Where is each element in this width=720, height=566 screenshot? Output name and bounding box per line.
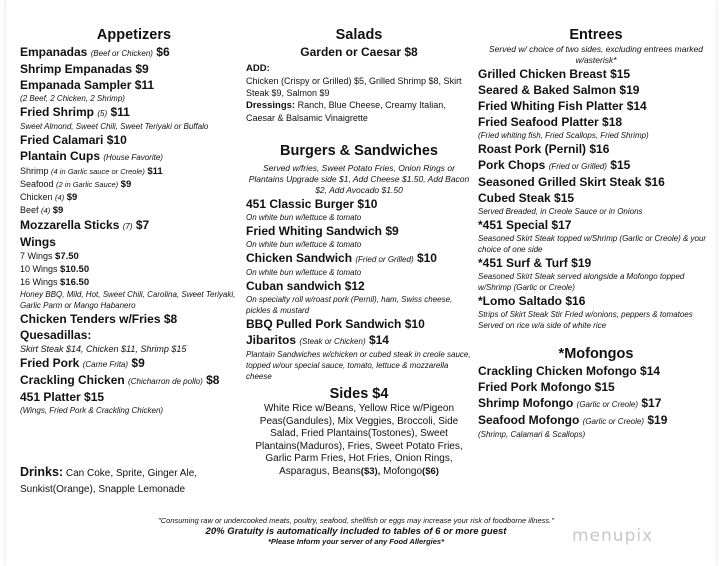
item-name: Fried Pork Mofongo bbox=[478, 380, 592, 394]
item-price: $15 bbox=[610, 158, 631, 172]
burgers-description: Served w/fries, Sweet Potato Fries, Onion Rings or Plantains Upgrade side $1, Add Cheese $1.50, Add Bacon $2, Add Avocado $1.50 bbox=[248, 163, 470, 195]
menu-item bbox=[478, 294, 714, 309]
item-name: 451 Platter bbox=[20, 390, 81, 404]
item-price: $10 bbox=[416, 251, 437, 265]
add-label: ADD: bbox=[246, 63, 270, 74]
menu-item bbox=[478, 115, 714, 130]
gratuity-note: 20% Gratuity is automatically included to tables of 6 or more guest bbox=[205, 526, 507, 537]
item-price: $16 bbox=[565, 294, 586, 308]
item-note: (Garlic or Creole) bbox=[576, 400, 639, 409]
item-name: Shrimp Mofongo bbox=[478, 396, 574, 410]
item-price: $16 bbox=[589, 142, 610, 156]
menu-option bbox=[20, 178, 248, 191]
item-name: *Lomo Saltado bbox=[478, 294, 563, 308]
option-name: 10 Wings bbox=[20, 264, 58, 274]
item-name: Empanadas bbox=[20, 45, 88, 59]
menu-item bbox=[20, 105, 248, 121]
menu-item bbox=[20, 78, 248, 93]
item-name: Grilled Chicken Breast bbox=[478, 67, 607, 81]
allergy-note: *Please Inform your server of any Food Allergies* bbox=[267, 537, 445, 546]
item-description: Seasoned Skirt Steak served alongside a Mofongo topped w/Shrimp (Garlic or Creole) bbox=[478, 272, 685, 292]
menu-item bbox=[246, 251, 472, 267]
item-price: $14 bbox=[626, 99, 647, 113]
option-price: $16.50 bbox=[60, 277, 90, 288]
menu-item bbox=[20, 62, 248, 77]
food-warning: "Consuming raw or undercooked meats, poultry, seafood, shellfish or eggs may increase your risk of foodborne illness." bbox=[158, 516, 554, 525]
item-name: Cubed Steak bbox=[478, 191, 551, 205]
item-price: $6 bbox=[156, 45, 170, 59]
item-name: Fried Seafood Platter bbox=[478, 115, 599, 129]
sides-text: White Rice w/Beans, Yellow Rice w/Pigeon Peas(Gandules), Mix Veggies, Broccoli, Side Salad, Fried Plantains(Tostones), Sweet Plantains(Maduros), Fries, Sweet Potato Fries, Garlic Parm Fries, Hot Fries, Onion Rings, Asparagus, Beans bbox=[255, 403, 463, 477]
item-price: $9 bbox=[385, 224, 399, 238]
entrees-column bbox=[478, 26, 714, 440]
menu-item bbox=[478, 175, 714, 190]
item-price: $12 bbox=[344, 279, 365, 293]
mofongo-description: (Shrimp, Calamari & Scallops) bbox=[478, 430, 586, 439]
item-price: $9 bbox=[131, 356, 145, 370]
sides-title: Sides $4 bbox=[329, 386, 389, 402]
option-price: $11 bbox=[147, 166, 163, 177]
item-name: Chicken Sandwich bbox=[246, 251, 353, 265]
item-price: $10 bbox=[404, 317, 425, 331]
item-name: Crackling Chicken Mofongo bbox=[478, 364, 637, 378]
beans-price: ($3), bbox=[360, 465, 381, 477]
menu-item bbox=[20, 45, 248, 61]
mofongos-title: *Mofongos bbox=[558, 346, 634, 362]
item-note: (7) bbox=[122, 222, 133, 231]
item-name: *451 Surf & Turf bbox=[478, 256, 568, 270]
item-price: $18 bbox=[602, 115, 623, 129]
appetizers-column bbox=[20, 26, 248, 416]
item-price: $15 bbox=[84, 390, 105, 404]
item-price: $11 bbox=[110, 105, 130, 119]
option-price: $9 bbox=[120, 179, 132, 190]
item-price: $17 bbox=[641, 396, 662, 410]
item-name: Roast Pork (Pernil) bbox=[478, 142, 587, 156]
menu-item bbox=[478, 364, 714, 379]
item-name: Fried Pork bbox=[20, 356, 80, 370]
item-note: (Fried or Grilled) bbox=[355, 255, 414, 264]
item-description: Strips of Skirt Steak Stir Fried w/onions, peppers & tomatoes Served on rice w/a side of white rice bbox=[478, 310, 693, 330]
option-note: (4) bbox=[41, 206, 51, 215]
menu-item bbox=[20, 312, 248, 327]
menu-item bbox=[478, 99, 714, 114]
item-price: $15 bbox=[594, 380, 615, 394]
item-price: $19 bbox=[619, 83, 640, 97]
item-name: Seared & Baked Salmon bbox=[478, 83, 617, 97]
drinks-list: Can Coke, Sprite, Ginger Ale, Sunkist(Orange), Snapple Lemonade bbox=[20, 468, 198, 495]
item-name: BBQ Pulled Pork Sandwich bbox=[246, 317, 402, 331]
item-price: $14 bbox=[368, 333, 389, 347]
menu-item bbox=[246, 317, 472, 332]
menu-option bbox=[20, 276, 248, 289]
mofongo-side: Mofongo bbox=[383, 465, 423, 477]
option-name: Beef bbox=[20, 205, 39, 215]
item-description: (Wings, Fried Pork & Crackling Chicken) bbox=[20, 406, 164, 415]
menu-item bbox=[478, 380, 714, 395]
option-note: (2 in Garlic Sauce) bbox=[56, 180, 119, 189]
appetizers-title: Appetizers bbox=[96, 27, 172, 43]
menu-item bbox=[246, 279, 472, 294]
item-description: (2 Beef, 2 Chicken, 2 Shrimp) bbox=[20, 94, 125, 103]
item-name: Fried Shrimp bbox=[20, 105, 95, 119]
menu-item bbox=[478, 396, 714, 412]
item-name: Jibaritos bbox=[246, 333, 297, 347]
menu-item bbox=[246, 224, 472, 239]
menu-page bbox=[6, 0, 716, 566]
salads-burgers-column bbox=[246, 26, 472, 478]
item-name: Chicken Tenders w/Fries bbox=[20, 312, 161, 326]
item-price: $19 bbox=[571, 256, 592, 270]
salads-subtitle: Garden or Caesar $8 bbox=[300, 45, 418, 59]
item-price: $7 bbox=[135, 218, 150, 232]
menu-item bbox=[20, 390, 248, 405]
entrees-title: Entrees bbox=[569, 27, 623, 43]
menu-item bbox=[20, 356, 248, 372]
item-price: $15 bbox=[610, 67, 631, 81]
mofongo-side-price: ($6) bbox=[422, 465, 439, 477]
menupix-watermark: menupix bbox=[572, 526, 654, 546]
item-name: Seasoned Grilled Skirt Steak bbox=[478, 175, 642, 189]
item-note: (House Favorite) bbox=[103, 153, 163, 162]
item-note: (Garlic or Creole) bbox=[582, 417, 645, 426]
menu-item bbox=[20, 218, 248, 234]
item-name: Empanada Sampler bbox=[20, 78, 132, 92]
option-name: 7 Wings bbox=[20, 251, 53, 261]
item-description: On white bun w/lettuce & tomato bbox=[246, 240, 362, 249]
option-price: $7.50 bbox=[55, 251, 79, 262]
dressings-text: Ranch, Blue Cheese, Creamy Italian, Caesar & Balsamic Vinaigrette bbox=[246, 100, 446, 123]
menu-item bbox=[478, 83, 714, 98]
drinks-section bbox=[20, 464, 240, 498]
menu-item bbox=[478, 142, 714, 157]
item-price: $10 bbox=[106, 133, 127, 147]
item-description: Sweet Almond, Sweet Chili, Sweet Teriyaki or Buffalo bbox=[20, 122, 209, 131]
item-note: (Chicharron de pollo) bbox=[128, 377, 203, 386]
menu-item bbox=[20, 133, 248, 148]
item-note: (Steak or Chicken) bbox=[299, 337, 366, 346]
item-note: (5) bbox=[97, 109, 108, 118]
option-note: (4 in Garlic sauce or Creole) bbox=[51, 167, 145, 176]
burgers-title: Burgers & Sandwiches bbox=[280, 143, 438, 159]
item-price: $19 bbox=[647, 413, 668, 427]
item-price: $11 bbox=[134, 78, 155, 92]
item-description: On white bun w/lettuce & tomato bbox=[246, 213, 362, 222]
item-description: (Fried whiting fish, Fried Scallops, Fried Shrimp) bbox=[478, 131, 649, 140]
item-name: Seafood Mofongo bbox=[478, 413, 580, 427]
option-price: $10.50 bbox=[60, 264, 90, 275]
wings-title: Wings bbox=[20, 235, 56, 249]
sides-list bbox=[246, 403, 472, 478]
salads-title: Salads bbox=[335, 27, 383, 43]
menu-item bbox=[478, 256, 714, 271]
entrees-description: Served w/ choice of two sides, excluding entrees marked w/asterisk* bbox=[488, 44, 704, 65]
item-note: (Carne Frita) bbox=[82, 360, 129, 369]
item-name: Fried Calamari bbox=[20, 133, 104, 147]
item-name: Mozzarella Sticks bbox=[20, 218, 120, 232]
item-description: Plantain Sandwiches w/chicken or cubed steak in creole sauce, topped w/our special sauce, tomato, lettuce & mozzarella cheese bbox=[246, 350, 471, 381]
menu-item bbox=[478, 191, 714, 206]
option-note: (4) bbox=[55, 193, 65, 202]
menu-item bbox=[246, 197, 472, 212]
option-name: Seafood bbox=[20, 179, 54, 189]
menu-option bbox=[20, 165, 248, 178]
menu-option bbox=[20, 250, 248, 263]
menu-item bbox=[478, 218, 714, 233]
quesadillas-title: Quesadillas: bbox=[20, 328, 92, 342]
menu-item bbox=[20, 149, 248, 165]
drinks-label: Drinks: bbox=[20, 465, 64, 479]
salads-dressings bbox=[246, 99, 472, 124]
item-price: $17 bbox=[551, 218, 572, 232]
item-name: Fried Whiting Sandwich bbox=[246, 224, 382, 238]
menu-option bbox=[20, 263, 248, 276]
item-description: On white bun w/lettuce & tomato bbox=[246, 268, 362, 277]
item-note: (Beef or Chicken) bbox=[90, 49, 153, 58]
item-price: $8 bbox=[163, 312, 178, 326]
dressings-label: Dressings: bbox=[246, 100, 296, 111]
option-price: $9 bbox=[66, 192, 78, 203]
item-name: Fried Whiting Fish Platter bbox=[478, 99, 624, 113]
item-name: Plantain Cups bbox=[20, 149, 101, 163]
item-price: $15 bbox=[554, 191, 575, 205]
item-description: Seasoned Skirt Steak topped w/Shrimp (Garlic or Creole) & your choice of one side bbox=[478, 234, 707, 254]
item-price: $16 bbox=[644, 175, 665, 189]
menu-item bbox=[20, 373, 248, 389]
item-note: (Fried or Grilled) bbox=[548, 162, 607, 171]
option-name: 16 Wings bbox=[20, 277, 58, 287]
menu-item bbox=[478, 67, 714, 82]
wing-sauces: Honey BBQ, Mild, Hot, Sweet Chili, Carolina, Sweet Teriyaki, Garlic Parm or Mango Habanero bbox=[20, 290, 236, 310]
quesadillas-options: Skirt Steak $14, Chicken $11, Shrimp $15 bbox=[20, 344, 187, 354]
item-price: $9 bbox=[135, 62, 149, 76]
item-name: Pork Chops bbox=[478, 158, 546, 172]
add-text: Chicken (Crispy or Grilled) $5, Grilled Shrimp $8, Skirt Steak $9, Salmon $9 bbox=[246, 76, 462, 98]
option-name: Shrimp bbox=[20, 166, 49, 176]
item-description: Served Breaded, in Creole Sauce or in Onions bbox=[478, 207, 643, 216]
menu-item bbox=[478, 158, 714, 174]
menu-item bbox=[478, 413, 714, 429]
salads-add bbox=[246, 62, 472, 99]
menu-option bbox=[20, 204, 248, 217]
option-name: Chicken bbox=[20, 192, 53, 202]
item-name: Cuban sandwich bbox=[246, 279, 342, 293]
menu-option bbox=[20, 191, 248, 204]
item-price: $14 bbox=[640, 364, 661, 378]
item-price: $8 bbox=[206, 373, 220, 387]
item-name: Shrimp Empanadas bbox=[20, 62, 133, 76]
menu-item bbox=[246, 333, 472, 349]
item-name: *451 Special bbox=[478, 218, 549, 232]
item-name: Crackling Chicken bbox=[20, 373, 125, 387]
item-price: $10 bbox=[357, 197, 378, 211]
option-price: $9 bbox=[52, 205, 64, 216]
item-name: 451 Classic Burger bbox=[246, 197, 355, 211]
item-description: On specialty roll w/roast pork (Pernil), ham, Swiss cheese, pickles & mustard bbox=[246, 295, 453, 315]
